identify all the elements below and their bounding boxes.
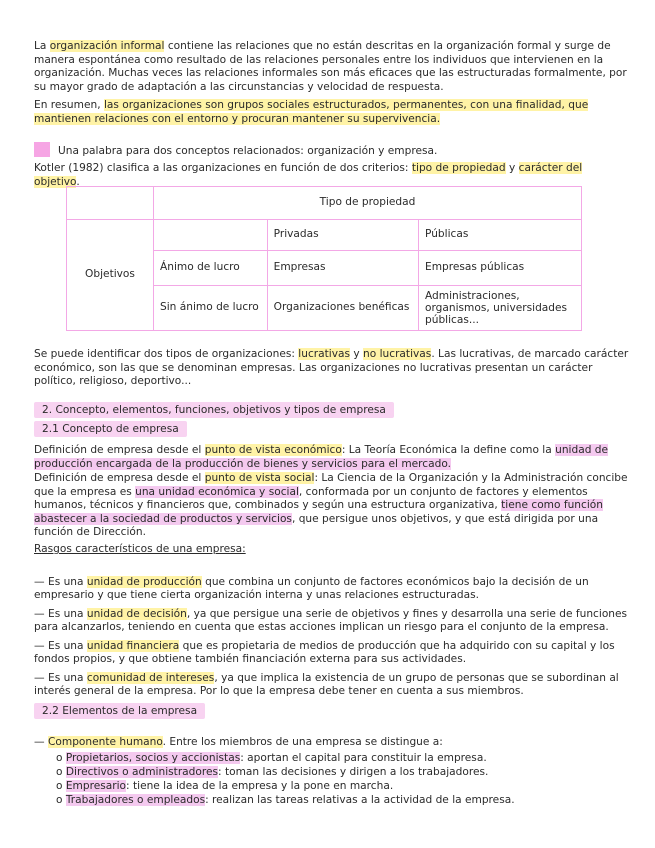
text: . [76,175,80,188]
rasgos-title [34,543,630,557]
text: : aportan el capital para constituir la empresa. [240,751,487,764]
table-row-label: Ánimo de lucro [154,251,268,286]
highlight-element: Trabajadores o empleados [65,793,206,806]
element-item: o Propietarios, socios y accionistas: aportan el capital para constituir la empresa. [56,751,487,764]
highlight-rasgo: comunidad de intereses [86,671,215,684]
col-header-publicas: Públicas [419,220,582,251]
table-row-label: Sin ánimo de lucro [154,286,268,331]
text: : La Ciencia de la Organización y la Administración concibe que la empresa es [34,472,628,498]
definition-economic [34,444,630,471]
types-paragraph [34,348,630,389]
text: En resumen, [34,99,104,111]
highlight-element: Empresario [65,779,127,792]
classification-table [66,186,582,331]
note-text: Una palabra para dos conceptos relacionados: organización y empresa. [58,145,438,157]
text: : realizan las tareas relativas a la actividad de la empresa. [205,793,515,806]
highlight-unidad-produccion: unidad de producción encargada de la producción de bienes y servicios para el mercado. [34,444,609,470]
highlight-punto-economico: punto de vista económico [204,444,342,456]
text: y [350,348,364,360]
text: : toman las decisiones y dirigen a los trabajadores. [218,765,489,778]
rasgos-heading: Rasgos característicos de una empresa: [34,543,246,555]
highlight-element: Directivos o administradores [65,765,219,778]
pink-square-icon [34,142,50,157]
text: Definición de empresa desde el [34,472,205,484]
componente-humano-line: — Componente humano. Entre los miembros de una empresa se distingue a: [34,735,443,748]
table-cell: Empresas [267,251,418,286]
text: y [505,162,519,174]
text: , ya que persigue una serie de objetivos y fines y desarrolla una serie de funciones para alcanzarlos, teniendo en cuenta que estas acciones implican un riesgo para el conjunto de la empresa. [34,607,628,634]
subsection-title: 2.2 Elementos de la empresa [34,703,205,719]
text: Es una [48,607,87,620]
section-2-2-heading [34,705,630,719]
intro-paragraph-2 [34,99,630,126]
subsection-title: 2.1 Concepto de empresa [34,421,187,437]
text: contiene las relaciones que no están descritas en la organización formal y surge de manera espontánea como resultado de las relaciones personales entre los individuos que intervienen en la organización. Muchas veces las relaciones informales son más eficaces que las estructuradas formalmente, por su mayor grado de adaptación a las circunstancias y velocidad de respuesta. [34,40,627,93]
text: : tiene la idea de la empresa y la pone en marcha. [126,779,394,792]
text: . Las lucrativas, de marcado carácter económico, son las que se denominan empresas. Las organizaciones no lucrativas presentan un carácter político, religioso, deportivo... [34,348,629,388]
highlight-no-lucrativas: no lucrativas [363,348,432,360]
highlight-rasgo: unidad de decisión [86,607,187,620]
highlight-unidad-economica: una unidad económica y social [135,485,299,498]
text: Es una [48,639,87,652]
section-title: 2. Concepto, elementos, funciones, objetivos y tipos de empresa [34,402,394,418]
col-header-privadas: Privadas [267,220,418,251]
text: . Entre los miembros de una empresa se distingue a: [162,735,443,748]
highlight-caracter-objetivo: carácter del objetivo [34,162,583,188]
table-cell: Organizaciones benéficas [267,286,418,331]
table-cell: Empresas públicas [419,251,582,286]
text: La [34,40,50,52]
element-item: o Trabajadores o empleados: realizan las tareas relativas a la actividad de la empresa. [56,793,515,806]
text: : La Teoría Económica la define como la [341,444,556,456]
section-2-1-heading [34,423,630,437]
table-header: Tipo de propiedad [154,187,582,220]
text: Es una [48,575,87,588]
table-cell: Administraciones, organismos, universidades públicas... [419,286,582,331]
highlight-resumen: las organizaciones son grupos sociales estructurados, permanentes, con una finalidad, que mantienen relaciones con el entorno y procuran mantener su supervivencia. [34,99,589,125]
row-label-objetivos: Objetivos [67,220,154,331]
element-item: o Directivos o administradores: toman las decisiones y dirigen a los trabajadores. [56,765,489,778]
text: , que persigue unos objetivos, y que está dirigida por una función de Dirección. [34,512,599,539]
text: Definición de empresa desde el [34,444,205,456]
text: Se puede identificar dos tipos de organizaciones: [34,348,299,360]
rasgo-item: — Es una unidad de producción que combina un conjunto de factores económicos bajo la decisión de un empresario y que tiene cierta organización interna y unas relaciones estructuradas. [34,575,589,602]
section-2-heading [34,404,630,418]
note-line [34,142,630,159]
rasgo-item: — Es una unidad de decisión, ya que persigue una serie de objetivos y fines y desarrolla una serie de funciones para alcanzarlos, teniendo en cuenta que estas acciones implican un riesgo para el conjunto de la empresa. [34,607,628,634]
text: que combina un conjunto de factores económicos bajo la decisión de un empresario y que tiene cierta organización interna y unas relaciones estructuradas. [34,575,589,602]
highlight-funcion: tiene como función abastecer a la sociedad de productos y servicios [34,499,603,525]
highlight-rasgo: unidad financiera [86,639,180,652]
element-item: o Empresario: tiene la idea de la empresa y la pone en marcha. [56,779,394,792]
text: Es una [48,671,87,684]
text: que es propietaria de medios de producción que ha adquirido con su capital y los fondos propios, y que obtiene también financiación externa para sus actividades. [34,639,615,666]
text: Kotler (1982) clasifica a las organizaciones en función de dos criterios: [34,162,412,174]
highlight-punto-social: punto de vista social [204,472,315,484]
highlight-organizacion-informal: organización informal [49,40,165,52]
definition-social [34,472,630,540]
highlight-rasgo: unidad de producción [86,575,202,588]
highlight-element: Propietarios, socios y accionistas [65,751,241,764]
text: , conformada por un conjunto de factores y elementos humanos, técnicos y financieros que, combinados y según una estructura organizativa, [34,485,588,512]
table-empty-cell [154,220,268,251]
intro-paragraph-1 [34,40,630,94]
rasgo-item: — Es una comunidad de intereses, ya que implica la existencia de un grupo de personas que se subordinan al interés general de la empresa. Por lo que la empresa debe tener en cuenta a sus miembros. [34,671,619,698]
highlight-lucrativas: lucrativas [298,348,351,360]
text: , ya que implica la existencia de un grupo de personas que se subordinan al interés general de la empresa. Por lo que la empresa debe tener en cuenta a sus miembros. [34,671,619,698]
highlight-componente-humano: Componente humano [48,735,163,748]
highlight-tipo-propiedad: tipo de propiedad [411,162,506,174]
table-corner-cell [67,187,154,220]
rasgo-item: — Es una unidad financiera que es propietaria de medios de producción que ha adquirido con su capital y los fondos propios, y que obtiene también financiación externa para sus actividades. [34,639,615,666]
